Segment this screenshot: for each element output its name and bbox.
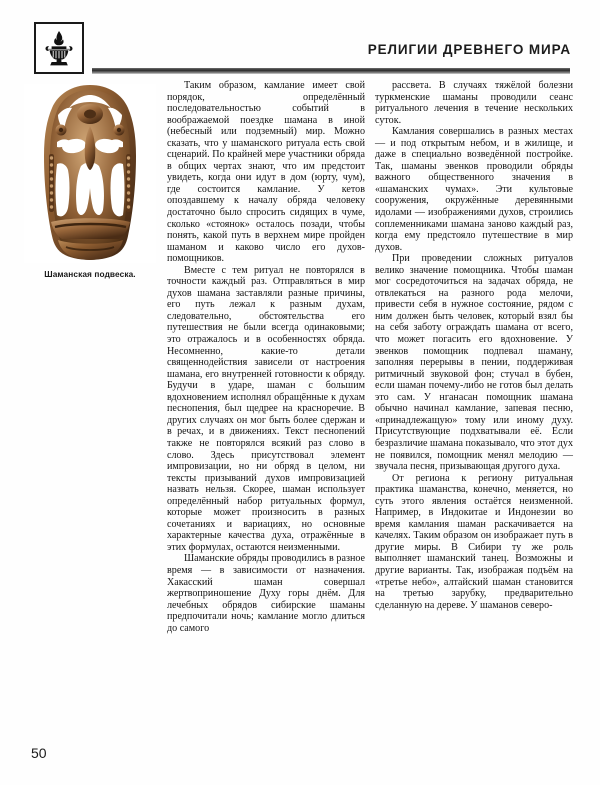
- paragraph: При проведении сложных ритуалов велико значение помощника. Чтобы шаман мог сосредоточиться на задачах обряда, не отвлекаться на разного рода мелочи, привести себя в нужное состояние, рядом с ним должен быть человек, который взял бы на себя заботу ограждать шамана от всего, что может погасить его вдохновение. У эвенков помощник подпевал шаману, заполняя перерывы в пении, поддерживая ритмичный звуковой фон; стучал в бубен, если шаман почему-либо не готов был делать это сам. У нганасан помощник шамана обычно начинал камлание, запевая песню, «принадлежащую» тому или иному духу. Присутствующие подхватывали её. Если безразличие шамана показывало, что этот дух не появился, помощник менял мелодию — звучала песня, призывающая другого духа.: [375, 253, 573, 473]
- page-number: 50: [31, 745, 47, 761]
- flaming-urn-icon: [34, 22, 84, 74]
- figure-caption: Шаманская подвеска.: [44, 269, 136, 279]
- paragraph: Шаманские обряды проводились в разное время — в зависимости от назначения. Хакасский шаман совершал жертвоприношение Духу горы днём. Для лечебных обрядов сибирские шаманы предпочитали ночь; камлание могло длиться до самого: [167, 553, 365, 634]
- header-rule-secondary: [92, 73, 570, 74]
- figure-shaman-pendant: [24, 84, 156, 279]
- page-title: РЕЛИГИИ ДРЕВНЕГО МИРА: [367, 42, 571, 57]
- paragraph: Вместе с тем ритуал не повторялся в точности каждый раз. Отправляться в мир духов шамана заставляли разные причины, его путь лежал к разным духам, следовательно, обстоятельства его путешествия не были всегда одинаковыми; это отражалось и в особенностях обряда. Несомненно, какие-то детали священнодействия зависели от настроения шамана, его внутренней готовности к обряду. Будучи в ударе, шаман с большим вдохновением исполнял обращённые к духам песнопения, был щедрее на красноречие. В других случаях он мог быть более сдержан и в речах, и в движениях. Текст песнопений также не повторялся всякий раз слово в слово. Здесь присутствовал элемент импровизации, но ни обряд в целом, ни тексты призываний духов импровизацией назвать нельзя. Скорее, шаман использует определённый набор ритуальных формул, которые может произносить в разных сочетаниях и вариациях, но основные характерные качества духа, отражённые в этих формулах, остаются неизменными.: [167, 264, 365, 553]
- paragraph: Таким образом, камлание имеет свой порядок, определённый последовательностью событий в воображаемой поездке шамана в иной (небесный или подземный) мир. Можно сказать, что у шаманского ритуала есть свой сценарий. По крайней мере участники обряда в общих чертах знают, что им предстоит увидеть, когда они идут в дом (юрту, чум), где состоится камлание. У кетов опоздавшему к началу обряда человеку достаточно было спросить сидящих в чуме, сколько «стоянок» осталось позади, чтобы понять, какой путь в верхнем мире пройден шаманом и каково число его духов-помощников.: [167, 80, 365, 265]
- paragraph: От региона к региону ритуальная практика шаманства, конечно, меняется, но суть этого явления остаётся неизменной. Например, в Индокитае и Индонезии во время камлания шаман раскачивается на качелях. Таким образом он изображает путь в другие миры. В Сибири ту же роль выполняет шаманский танец. Возможны и другие варианты. Так, изображая подъём на «третье небо», алтайский шаман становится на третью зарубку, предварительно сделанную на дереве. У шаманов северо-: [375, 472, 573, 611]
- shaman-pendant-image: [24, 84, 156, 263]
- text-column-right: [375, 80, 573, 611]
- page-header: [0, 22, 600, 82]
- paragraph: рассвета. В случаях тяжёлой болезни туркменские шаманы проводили сеанс ритуального лечения в течение нескольких суток.: [375, 80, 573, 126]
- paragraph: Камлания совершались в разных местах — и под открытым небом, и в жилище, и даже в специально возведённой постройке. Так, шаманы эвенков проводили обряды важного общественного значения в «шаманских чумах». Эти культовые сооружения, окружённые деревянными идолами — изображениями духов, строились соплеменниками шамана заново каждый раз, когда ему предстояло путешествие в мир духов.: [375, 126, 573, 253]
- text-column-left: [167, 80, 365, 634]
